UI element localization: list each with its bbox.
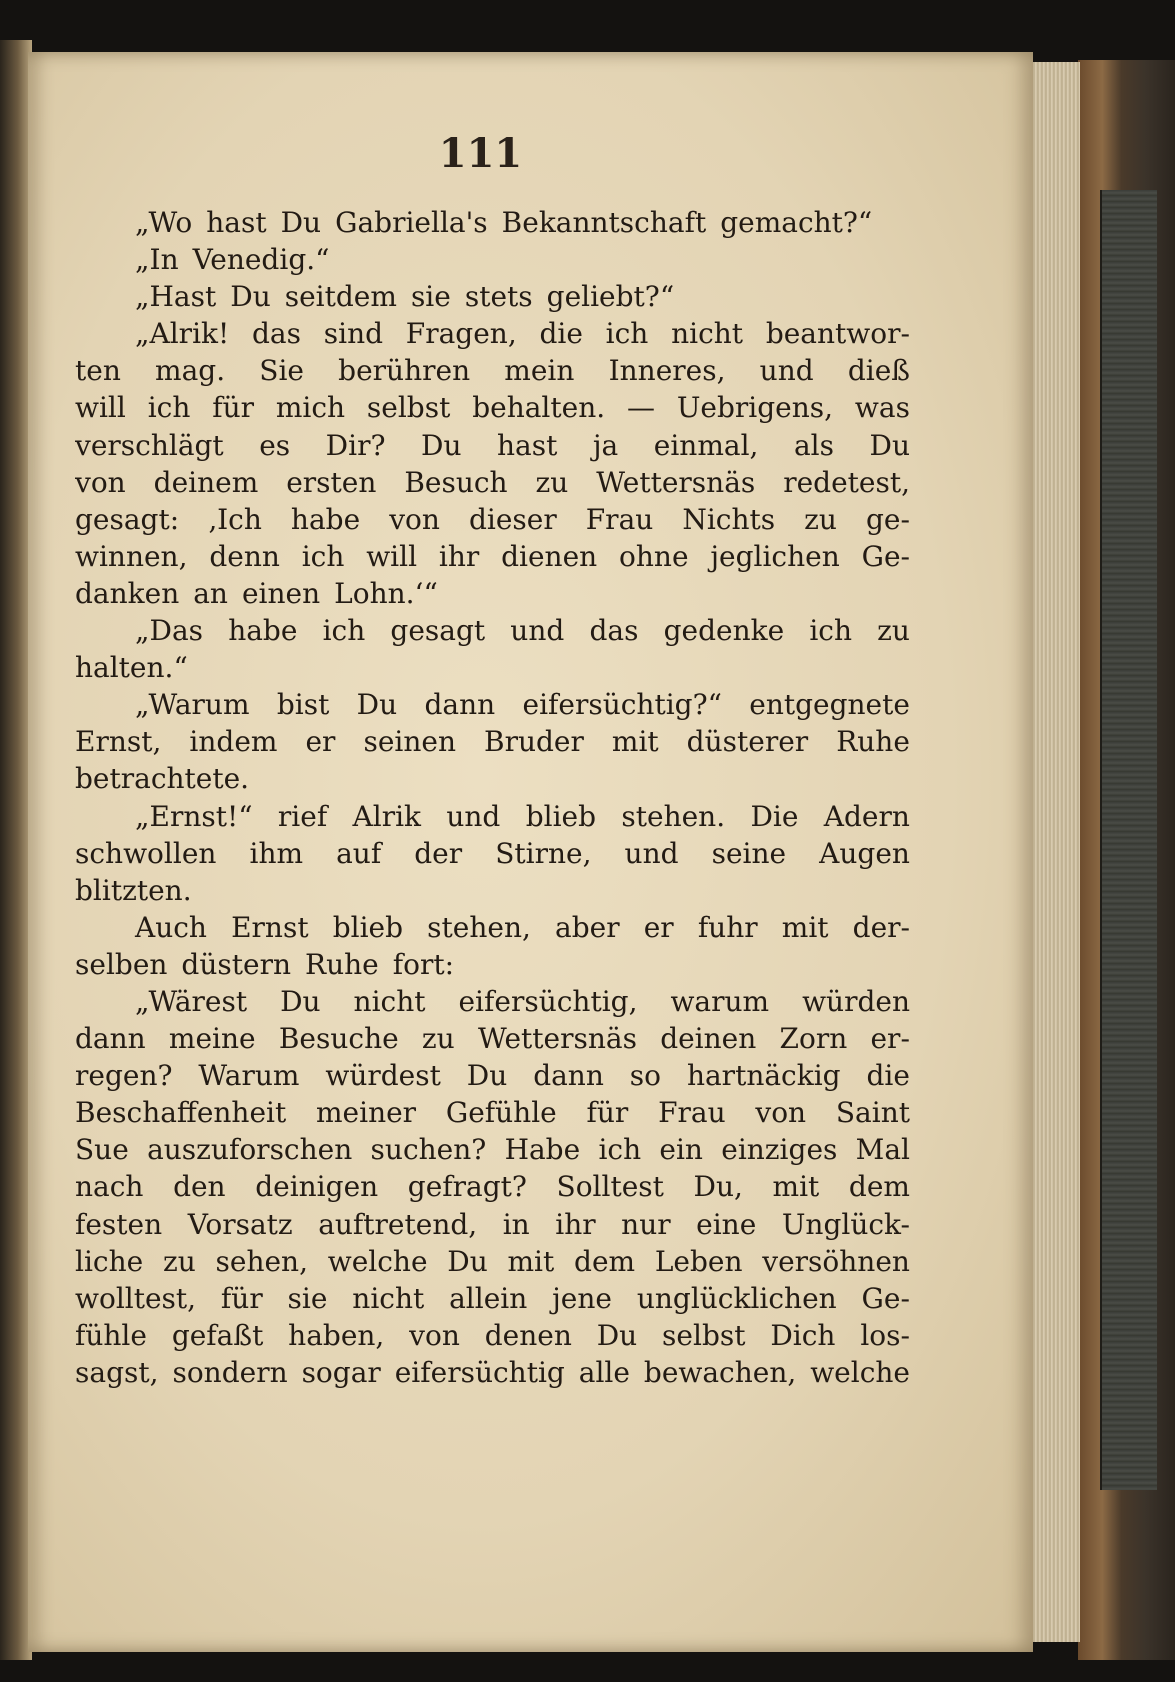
word: ohne — [619, 539, 689, 573]
word: welche — [810, 1355, 910, 1389]
word: ‚Ich — [208, 502, 262, 536]
text-line — [75, 1020, 910, 1057]
text-line — [75, 352, 910, 389]
word: gefaßt — [171, 1318, 264, 1352]
word: Besuch — [404, 465, 508, 499]
word: jeglichen — [710, 539, 840, 573]
word: jene — [552, 1281, 612, 1315]
word: denen — [484, 1318, 572, 1352]
word: zu — [162, 1244, 196, 1278]
word: Stirne, — [495, 836, 592, 870]
text-line — [75, 241, 910, 278]
word: winnen, — [75, 539, 188, 573]
word: mit — [611, 725, 659, 759]
word: einziges — [721, 1133, 838, 1167]
word: haben, — [288, 1318, 385, 1352]
word: von — [409, 1318, 460, 1352]
word: warum — [670, 984, 770, 1018]
word: wolltest, — [75, 1281, 197, 1315]
word: blieb — [525, 799, 597, 833]
word: auszuforschen — [147, 1133, 353, 1167]
word: eifersüchtig, — [458, 984, 638, 1018]
word: alle — [578, 1355, 630, 1389]
word: seitdem — [284, 280, 397, 314]
word: Vorsatz — [187, 1207, 293, 1241]
word: Augen — [819, 836, 910, 870]
word: Du — [421, 428, 462, 462]
word: sogar — [301, 1355, 381, 1389]
word: „Warum — [135, 688, 250, 722]
text-line — [75, 723, 910, 760]
word: Du — [230, 280, 271, 314]
word: auftretend, — [318, 1207, 478, 1241]
word: rief — [277, 799, 328, 833]
word: regen? — [75, 1059, 173, 1093]
word: Unglück- — [781, 1207, 910, 1241]
word: „Hast — [135, 280, 217, 314]
word: gesagt: — [75, 502, 180, 536]
text-line — [75, 427, 910, 464]
word: Wettersnäs — [477, 1022, 637, 1056]
word: dem — [848, 1170, 910, 1204]
text-line — [75, 538, 910, 575]
word: selbst — [366, 391, 451, 425]
text-line — [75, 946, 910, 983]
word: verschlägt — [75, 428, 224, 462]
word: Wettersnäs — [596, 465, 756, 499]
word: Inneres, — [608, 354, 726, 388]
word: Du — [356, 688, 398, 722]
word: fort: — [392, 947, 455, 981]
word: seinen — [363, 725, 456, 759]
word: bewachen, — [643, 1355, 797, 1389]
word: hast — [497, 428, 558, 462]
word: ihm — [249, 836, 304, 870]
word: Beschaffenheit — [75, 1096, 287, 1130]
word: „Ernst!“ — [135, 799, 253, 833]
word: in — [502, 1207, 530, 1241]
word: hartnäckig — [686, 1059, 841, 1093]
word: von — [75, 465, 126, 499]
word: geliebt?“ — [546, 280, 675, 314]
word: blieb — [332, 910, 404, 944]
word: und — [624, 836, 679, 870]
text-line — [75, 464, 910, 501]
word: das — [252, 317, 301, 351]
text-line — [75, 501, 910, 538]
word: welche — [327, 1244, 428, 1278]
word: ich — [605, 317, 649, 351]
word: liche — [75, 1244, 144, 1278]
word: die — [866, 1059, 910, 1093]
word: fühle — [75, 1318, 147, 1352]
word: das — [589, 614, 639, 648]
word: sehen, — [215, 1244, 308, 1278]
word: festen — [75, 1207, 163, 1241]
word: Auch — [135, 910, 207, 944]
word: als — [793, 428, 834, 462]
text-line — [75, 1317, 910, 1354]
word: denn — [209, 539, 280, 573]
word: für — [212, 391, 254, 425]
word: deinem — [153, 465, 259, 499]
word: Sie — [259, 354, 304, 388]
word: gefragt? — [407, 1170, 527, 1204]
word: Ruhe — [836, 725, 910, 759]
word: Ernst — [231, 910, 309, 944]
book-page — [28, 52, 1033, 1652]
word: indem — [189, 725, 278, 759]
word: danken — [75, 576, 180, 610]
word: Zorn — [779, 1022, 848, 1056]
word: sie — [410, 280, 451, 314]
word: „In — [135, 243, 179, 277]
word: Lohn.‘“ — [334, 576, 438, 610]
word: seine — [711, 836, 787, 870]
word: „Alrik! — [135, 317, 230, 351]
word: von — [389, 502, 440, 536]
word: will — [366, 539, 418, 573]
word: die — [539, 317, 583, 351]
word: einen — [241, 576, 321, 610]
word: blitzten. — [75, 873, 192, 907]
word: düstern — [181, 947, 291, 981]
text-line — [75, 204, 910, 241]
word: dann — [533, 1059, 604, 1093]
word: ersten — [286, 465, 377, 499]
word: Du — [280, 206, 322, 239]
word: bist — [276, 688, 330, 722]
word: mein — [504, 354, 575, 388]
word: zu — [804, 502, 837, 536]
word: und — [510, 614, 565, 648]
word: nicht — [352, 1281, 425, 1315]
word: zu — [535, 465, 569, 499]
word: deinigen — [255, 1170, 379, 1204]
word: düsterer — [686, 725, 809, 759]
text-line — [75, 612, 910, 649]
word: redetest, — [783, 465, 910, 499]
word: dienen — [501, 539, 598, 573]
word: auf — [336, 836, 382, 870]
word: Uebrigens, — [676, 391, 834, 425]
word: dann — [75, 1022, 146, 1056]
word: hast — [206, 206, 267, 239]
text-line — [75, 686, 910, 723]
text-line — [75, 1057, 910, 1094]
word: behalten. — [472, 391, 606, 425]
word: ihr — [555, 1207, 596, 1241]
word: halten.“ — [75, 651, 188, 685]
text-line — [75, 909, 910, 946]
word: würdest — [325, 1059, 441, 1093]
word: Adern — [823, 799, 910, 833]
word: Frau — [658, 1096, 726, 1130]
word: Frau — [585, 502, 654, 536]
word: sie — [287, 1281, 328, 1315]
word: ich — [809, 614, 852, 648]
word: meine — [168, 1022, 256, 1056]
word: mit — [772, 1170, 820, 1204]
word: mit — [781, 910, 829, 944]
word: ich — [301, 539, 345, 573]
word: Du, — [693, 1170, 743, 1204]
body-text — [75, 204, 910, 1391]
word: „Das — [135, 614, 204, 648]
word: Bruder — [484, 725, 584, 759]
text-line — [75, 872, 910, 909]
word: so — [629, 1059, 662, 1093]
word: ich — [147, 391, 191, 425]
word: will — [75, 391, 126, 425]
word: Bekanntschaft — [501, 206, 707, 239]
word: Saint — [835, 1096, 910, 1130]
word: er — [305, 725, 336, 759]
word: Nichts — [682, 502, 776, 536]
cover-board-texture — [1100, 190, 1157, 1490]
word: nur — [621, 1207, 671, 1241]
word: Warum — [198, 1059, 300, 1093]
word: habe — [290, 502, 361, 536]
word: dem — [574, 1244, 636, 1278]
word: er — [643, 910, 674, 944]
word: Du — [596, 1318, 638, 1352]
text-line — [75, 983, 910, 1020]
text-line — [75, 1131, 910, 1168]
word: eifersüchtig — [394, 1355, 565, 1389]
word: berühren — [338, 354, 471, 388]
word: ja — [592, 428, 619, 462]
word: zu — [421, 1022, 455, 1056]
text-line — [75, 798, 910, 835]
word: mit — [507, 1244, 555, 1278]
word: „Wärest — [135, 984, 248, 1018]
text-line — [75, 649, 910, 686]
word: Alrik — [352, 799, 422, 833]
text-line — [75, 1168, 910, 1205]
word: allein — [449, 1281, 528, 1315]
word: Gabriella's — [335, 206, 488, 239]
text-line — [75, 1280, 910, 1317]
word: unglücklichen — [636, 1281, 837, 1315]
word: selbst — [662, 1318, 746, 1352]
word: sondern — [172, 1355, 288, 1389]
text-line — [75, 1094, 910, 1131]
word: dann — [424, 688, 496, 722]
word: ihr — [438, 539, 480, 573]
word: einmal, — [653, 428, 759, 462]
text-line — [75, 389, 910, 426]
word: meiner — [316, 1096, 417, 1130]
word: ein — [659, 1133, 703, 1167]
word: nach — [75, 1170, 144, 1204]
text-line — [75, 835, 910, 872]
word: gesagt — [390, 614, 486, 648]
word: gedenke — [663, 614, 785, 648]
word: deinen — [660, 1022, 757, 1056]
word: los- — [860, 1318, 910, 1352]
word: nicht — [353, 984, 426, 1018]
word: Habe — [504, 1133, 581, 1167]
word: sind — [323, 317, 384, 351]
word: beantwor- — [765, 317, 910, 351]
word: Dir? — [325, 428, 386, 462]
word: der — [414, 836, 463, 870]
word: nicht — [671, 317, 744, 351]
word: „Wo — [135, 206, 193, 239]
word: Solltest — [556, 1170, 664, 1204]
word: ich — [322, 614, 366, 648]
text-line — [75, 1243, 910, 1280]
text-line — [75, 1354, 910, 1391]
word: stets — [464, 280, 533, 314]
word: was — [854, 391, 910, 425]
word: eifersüchtig?“ — [522, 688, 722, 722]
word: und — [759, 354, 814, 388]
word: und — [446, 799, 501, 833]
text-line — [75, 1206, 910, 1243]
word: den — [173, 1170, 226, 1204]
word: Dich — [770, 1318, 836, 1352]
word: schwollen — [75, 836, 217, 870]
word: dieser — [468, 502, 557, 536]
word: mich — [275, 391, 346, 425]
word: gemacht?“ — [720, 206, 873, 239]
word: habe — [228, 614, 298, 648]
word: eine — [696, 1207, 757, 1241]
word: Sue — [75, 1133, 129, 1167]
word: Du — [466, 1059, 508, 1093]
word: dieß — [847, 354, 910, 388]
word: sagst, — [75, 1355, 159, 1389]
page-number: 111 — [438, 130, 523, 177]
word: ich — [598, 1133, 642, 1167]
word: Leben — [654, 1244, 743, 1278]
word: Ernst, — [75, 725, 162, 759]
text-line — [75, 575, 910, 612]
word: für — [586, 1096, 629, 1130]
word: suchen? — [370, 1133, 487, 1167]
word: der- — [852, 910, 910, 944]
word: ten — [75, 354, 121, 388]
word: selben — [75, 947, 168, 981]
word: zu — [877, 614, 910, 648]
word: er- — [870, 1022, 910, 1056]
word: — — [626, 391, 655, 425]
word: ge- — [865, 502, 910, 536]
word: entgegnete — [749, 688, 910, 722]
word: Die — [750, 799, 799, 833]
word: stehen. — [621, 799, 726, 833]
word: aber — [555, 910, 620, 944]
word: von — [755, 1096, 807, 1130]
word: Gefühle — [445, 1096, 557, 1130]
word: versöhnen — [762, 1244, 910, 1278]
word: mag. — [155, 354, 226, 388]
word: fuhr — [697, 910, 758, 944]
word: würden — [802, 984, 910, 1018]
word: Ge- — [861, 1281, 910, 1315]
word: Du — [869, 428, 910, 462]
word: Fragen, — [405, 317, 517, 351]
word: betrachtete. — [75, 762, 250, 796]
word: Besuche — [278, 1022, 399, 1056]
word: Ruhe — [305, 947, 379, 981]
word: Ge- — [861, 539, 910, 573]
word: Mal — [855, 1133, 910, 1167]
word: stehen, — [427, 910, 531, 944]
word: es — [259, 428, 291, 462]
word: für — [220, 1281, 263, 1315]
text-line — [75, 315, 910, 352]
word: Du — [447, 1244, 488, 1278]
text-line — [75, 760, 910, 797]
text-line — [75, 278, 910, 315]
word: an — [193, 576, 228, 610]
word: Venedig.“ — [192, 243, 330, 277]
word: Du — [280, 984, 321, 1018]
